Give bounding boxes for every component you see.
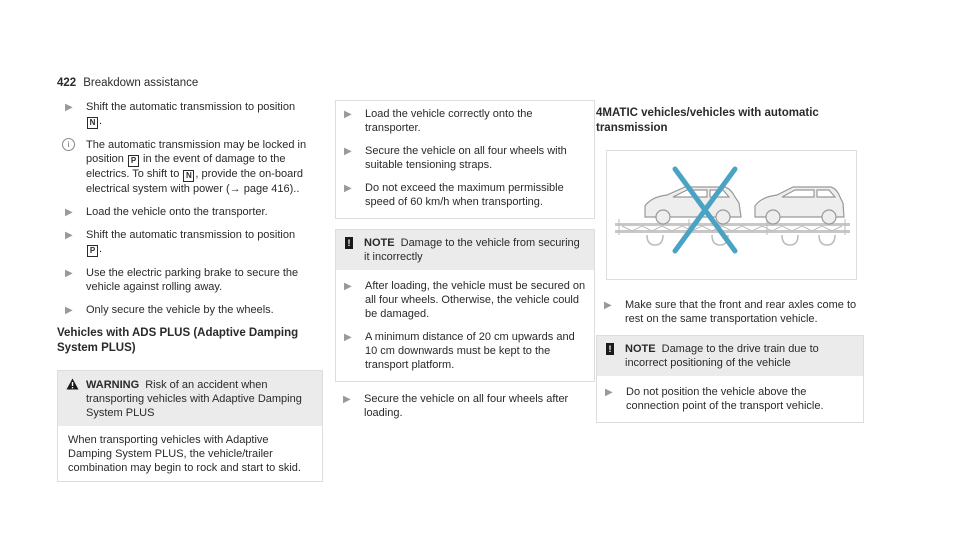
arrow-icon: ▶ (344, 281, 352, 292)
column-1 (57, 100, 323, 482)
arrow-icon: ▶ (344, 109, 352, 120)
transport-diagram-image (607, 151, 856, 279)
section-title-4matic: 4MATIC vehicles/vehicles with automatic transmission (596, 107, 819, 134)
notice-body (336, 270, 594, 372)
warning-body: When transporting vehicles with Adaptive Damping System PLUS, the vehicle/trailer combination may begin to rock and start to skid. (68, 434, 301, 474)
section-name: Breakdown assistance (83, 77, 199, 89)
notice-box (596, 335, 864, 423)
gear-n-icon: N (183, 170, 194, 182)
arrow-icon: ▶ (65, 207, 73, 218)
info-note: i The automatic transmission may be locked in position P in the event of damage to the electrics. To shift to N , provide the on-board electrical system with power (→ page 416).. (57, 138, 323, 196)
step-secure-after-loading: ▶ Secure the vehicle on all four wheels after loading. (343, 393, 569, 419)
notice-body (597, 376, 863, 413)
column-3 (596, 100, 864, 423)
arrow-icon: ▶ (65, 305, 73, 316)
notice-heading: Damage to the vehicle from securing it incorrectly (364, 237, 580, 263)
step-shift-p: ▶ Shift the automatic transmission to position P . (65, 229, 296, 255)
column-2 (335, 100, 595, 429)
arrow-icon: ▶ (344, 146, 352, 157)
warning-triangle-icon (66, 378, 79, 390)
step-max-speed: ▶ Do not exceed the maximum permissible speed of 60 km/h when transporting. (344, 182, 564, 208)
arrow-icon: ▶ (344, 183, 352, 194)
step-tension-straps: ▶ Secure the vehicle on all four wheels with suitable tensioning straps. (344, 145, 567, 171)
notice-heading: Damage to the drive train due to incorrect positioning of the vehicle (625, 343, 819, 369)
step-load-correctly: ▶ Load the vehicle correctly onto the transporter. (344, 108, 533, 134)
exclamation-icon: ! (345, 237, 353, 249)
step-load: ▶ Load the vehicle onto the transporter. (65, 206, 268, 218)
notice-header (336, 230, 594, 270)
transport-illustration (606, 150, 857, 280)
notice-label: NOTE (364, 237, 395, 249)
warning-box (57, 370, 323, 482)
warning-header (58, 371, 322, 426)
page-ref-link[interactable]: → page 416). (229, 183, 297, 195)
warning-label: WARNING (86, 379, 140, 391)
notice-header (597, 336, 863, 376)
step-group-box (335, 100, 595, 219)
gear-p-icon: P (87, 245, 98, 257)
arrow-icon: ▶ (343, 394, 351, 405)
arrow-icon: ▶ (605, 387, 613, 398)
arrow-icon: ▶ (65, 268, 73, 279)
arrow-icon: ▶ (604, 300, 612, 311)
info-icon: i (62, 138, 75, 151)
gear-n-icon: N (87, 117, 98, 129)
step-shift-n: ▶ Shift the automatic transmission to position N . (65, 101, 296, 127)
notice-box (335, 229, 595, 382)
notice-step: ▶ Do not position the vehicle above the connection point of the transport vehicle. (605, 386, 824, 412)
exclamation-icon: ! (606, 343, 614, 355)
page-header (57, 76, 198, 90)
arrow-icon: ▶ (65, 102, 73, 113)
arrow-icon: ▶ (344, 332, 352, 343)
section-title-ads-plus: Vehicles with ADS PLUS (Adaptive Damping System PLUS) (57, 327, 299, 354)
notice-label: NOTE (625, 343, 656, 355)
gear-p-icon: P (128, 155, 139, 167)
notice-step: ▶ A minimum distance of 20 cm upwards and 10 cm downwards must be kept to the transport platform. (344, 331, 575, 371)
notice-step: ▶ After loading, the vehicle must be secured on all four wheels. Otherwise, the vehicle could be damaged. (344, 280, 586, 320)
step-parking-brake: ▶ Use the electric parking brake to secure the vehicle against rolling away. (65, 267, 299, 293)
step-secure-wheels: ▶ Only secure the vehicle by the wheels. (65, 304, 274, 316)
warning-heading: Risk of an accident when transporting vehicles with Adaptive Damping System PLUS (86, 379, 302, 419)
step-axles-same-vehicle: ▶ Make sure that the front and rear axles come to rest on the same transportation vehicle. (604, 299, 857, 325)
page-number: 422 (57, 77, 77, 89)
arrow-icon: ▶ (65, 230, 73, 241)
